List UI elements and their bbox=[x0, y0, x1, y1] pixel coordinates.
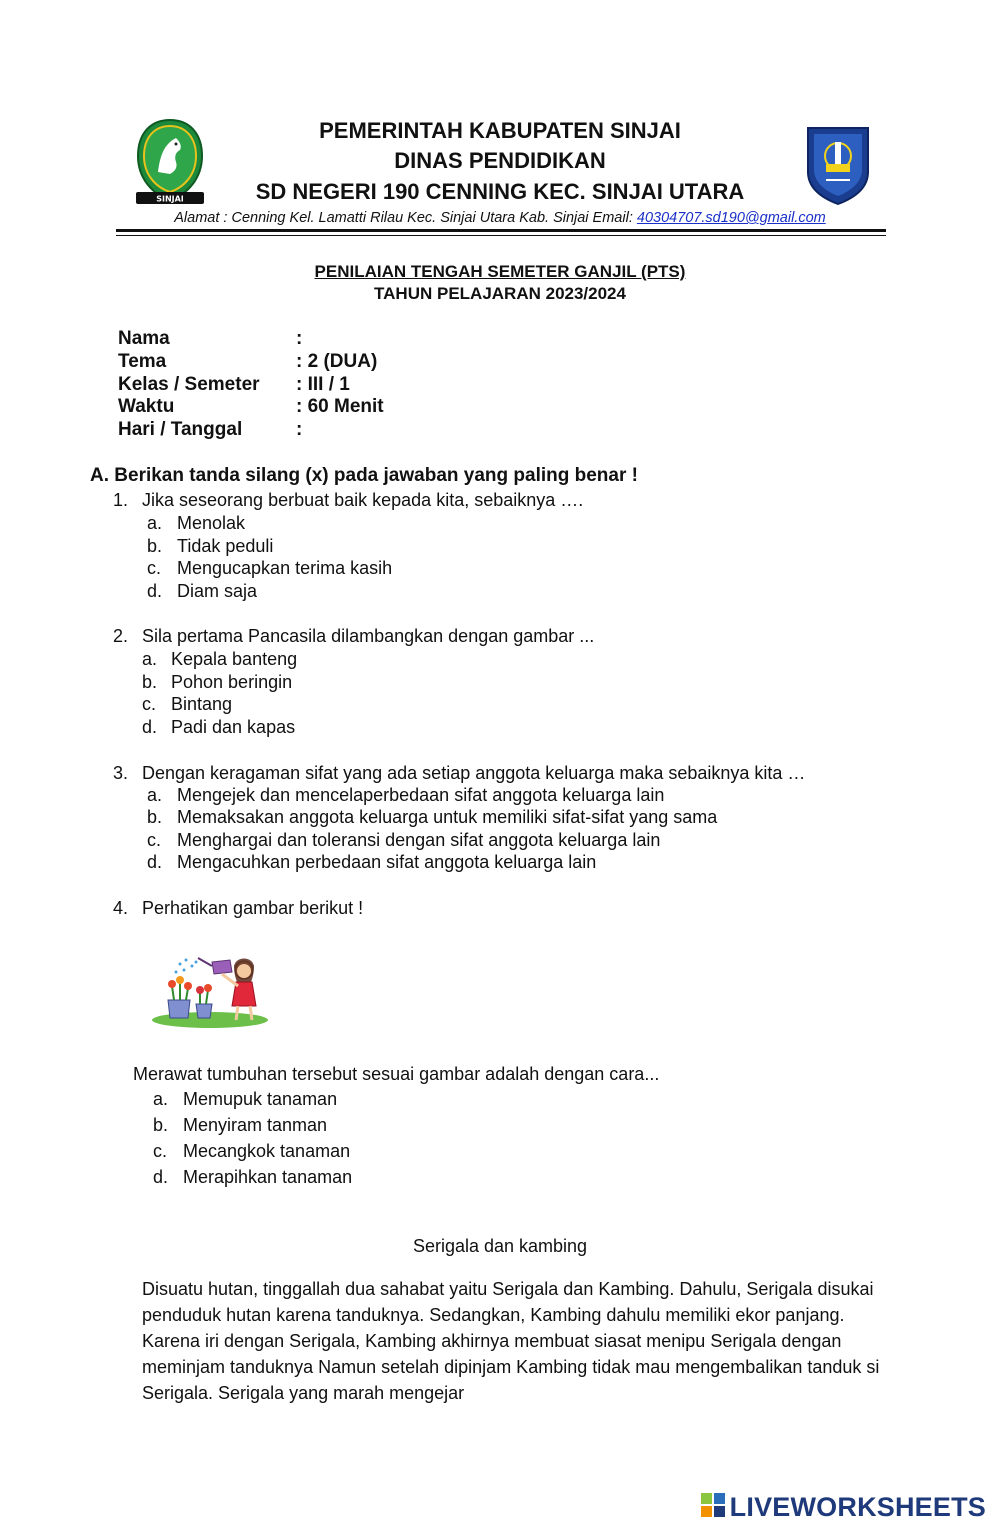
q3-option-d[interactable]: Mengacuhkan perbedaan sifat anggota keluarga lain bbox=[177, 852, 597, 872]
q1-option-c-letter: c. bbox=[147, 558, 162, 578]
story-body bbox=[142, 1276, 882, 1406]
question-3-text: Dengan keragaman sifat yang ada setiap anggota keluarga maka sebaiknya kita … bbox=[142, 763, 806, 783]
q2-option-b[interactable]: Pohon beringin bbox=[171, 672, 293, 692]
header-department: DINAS PENDIDIKAN bbox=[394, 148, 606, 173]
question-1-number: 1. bbox=[113, 490, 129, 510]
info-label-theme: Tema bbox=[118, 351, 167, 372]
q2-option-c[interactable]: Bintang bbox=[171, 694, 233, 714]
question-4-followup: Merawat tumbuhan tersebut sesuai gambar adalah dengan cara... bbox=[133, 1064, 660, 1084]
q1-option-d[interactable]: Diam saja bbox=[177, 581, 258, 601]
girl-watering-plants-image bbox=[150, 950, 270, 1032]
q3-option-b[interactable]: Memaksakan anggota keluarga untuk memiliki sifat-sifat yang sama bbox=[177, 807, 718, 827]
exam-title: PENILAIAN TENGAH SEMETER GANJIL (PTS) bbox=[314, 262, 686, 281]
info-label-class: Kelas / Semeter bbox=[118, 374, 260, 395]
question-4-text: Perhatikan gambar berikut ! bbox=[142, 898, 364, 918]
q4-option-a-letter: a. bbox=[153, 1089, 169, 1109]
question-4-number: 4. bbox=[113, 898, 129, 918]
q2-option-a-letter: a. bbox=[142, 649, 158, 669]
q3-option-a-letter: a. bbox=[147, 785, 163, 805]
info-label-date: Hari / Tanggal bbox=[118, 419, 243, 440]
exam-year: TAHUN PELAJARAN 2023/2024 bbox=[374, 284, 626, 303]
liveworksheets-brand bbox=[700, 1492, 986, 1525]
q2-option-d-letter: d. bbox=[142, 717, 158, 737]
q1-option-b-letter: b. bbox=[147, 536, 163, 556]
email-link[interactable]: 40304707.sd190@gmail.com bbox=[636, 210, 826, 226]
q4-option-a[interactable]: Memupuk tanaman bbox=[183, 1089, 338, 1109]
header-school: SD NEGERI 190 CENNING KEC. SINJAI UTARA bbox=[255, 179, 745, 204]
q1-option-a[interactable]: Menolak bbox=[177, 513, 246, 533]
info-value-theme: : 2 (DUA) bbox=[296, 351, 378, 372]
q4-option-b[interactable]: Menyiram tanman bbox=[183, 1115, 328, 1135]
q1-option-c[interactable]: Mengucapkan terima kasih bbox=[177, 558, 393, 578]
q2-option-a[interactable]: Kepala banteng bbox=[171, 649, 298, 669]
school-address bbox=[0, 210, 1000, 226]
story-paragraph: Disuatu hutan, tinggallah dua sahabat yaitu Serigala dan Kambing. Dahulu, Serigala disukai penduduk hutan karena tanduknya. Sedangkan, Kambing dahulu memiliki ekor panjang. Karena iri dengan Serigala, Kambing akhirnya membuat siasat menipu Serigala dengan meminjam tanduknya Namun setelah dipinjam Kambing tidak mau mengembalikan tanduk si Serigala. Serigala yang marah mengejar bbox=[142, 1279, 880, 1403]
question-2-number: 2. bbox=[113, 626, 129, 646]
q3-option-a[interactable]: Mengejek dan mencelaperbedaan sifat anggota keluarga lain bbox=[177, 785, 665, 805]
question-2-text: Sila pertama Pancasila dilambangkan dengan gambar ... bbox=[142, 626, 595, 646]
info-value-date: : bbox=[296, 419, 303, 440]
header-divider-thin bbox=[116, 235, 886, 236]
liveworksheets-wordmark: LIVEWORKSHEETS bbox=[729, 1492, 986, 1522]
info-value-class: : III / 1 bbox=[296, 374, 350, 395]
svg-text:SINJAI: SINJAI bbox=[156, 194, 184, 204]
story-title: Serigala dan kambing bbox=[412, 1236, 588, 1256]
question-1-text: Jika seseorang berbuat baik kepada kita, sebaiknya …. bbox=[142, 490, 584, 510]
address-text: Alamat : Cenning Kel. Lamatti Rilau Kec. Sinjai Utara Kab. Sinjai Email: bbox=[174, 210, 637, 226]
section-a-instruction: A. Berikan tanda silang (x) pada jawaban yang paling benar ! bbox=[90, 465, 638, 486]
q1-option-b[interactable]: Tidak peduli bbox=[177, 536, 274, 556]
header-divider-thick bbox=[116, 229, 886, 232]
liveworksheets-logo-icon bbox=[700, 1492, 726, 1525]
q3-option-d-letter: d. bbox=[147, 852, 163, 872]
question-3-number: 3. bbox=[113, 763, 129, 783]
q3-option-b-letter: b. bbox=[147, 807, 163, 827]
info-label-time: Waktu bbox=[118, 396, 175, 417]
q4-option-d-letter: d. bbox=[153, 1167, 169, 1187]
info-value-name: : bbox=[296, 328, 303, 349]
header-government: PEMERINTAH KABUPATEN SINJAI bbox=[319, 118, 681, 143]
school-logo bbox=[804, 122, 872, 206]
q3-option-c-letter: c. bbox=[147, 830, 162, 850]
q4-option-c[interactable]: Mecangkok tanaman bbox=[183, 1141, 351, 1161]
info-label-name: Nama bbox=[118, 328, 170, 349]
q4-option-d[interactable]: Merapihkan tanaman bbox=[183, 1167, 353, 1187]
q2-option-b-letter: b. bbox=[142, 672, 158, 692]
q1-option-d-letter: d. bbox=[147, 581, 163, 601]
q4-option-b-letter: b. bbox=[153, 1115, 169, 1135]
q1-option-a-letter: a. bbox=[147, 513, 163, 533]
q4-option-c-letter: c. bbox=[153, 1141, 168, 1161]
info-value-time: : 60 Menit bbox=[296, 396, 384, 417]
q2-option-c-letter: c. bbox=[142, 694, 157, 714]
q3-option-c[interactable]: Menghargai dan toleransi dengan sifat anggota keluarga lain bbox=[177, 830, 661, 850]
q2-option-d[interactable]: Padi dan kapas bbox=[171, 717, 296, 737]
